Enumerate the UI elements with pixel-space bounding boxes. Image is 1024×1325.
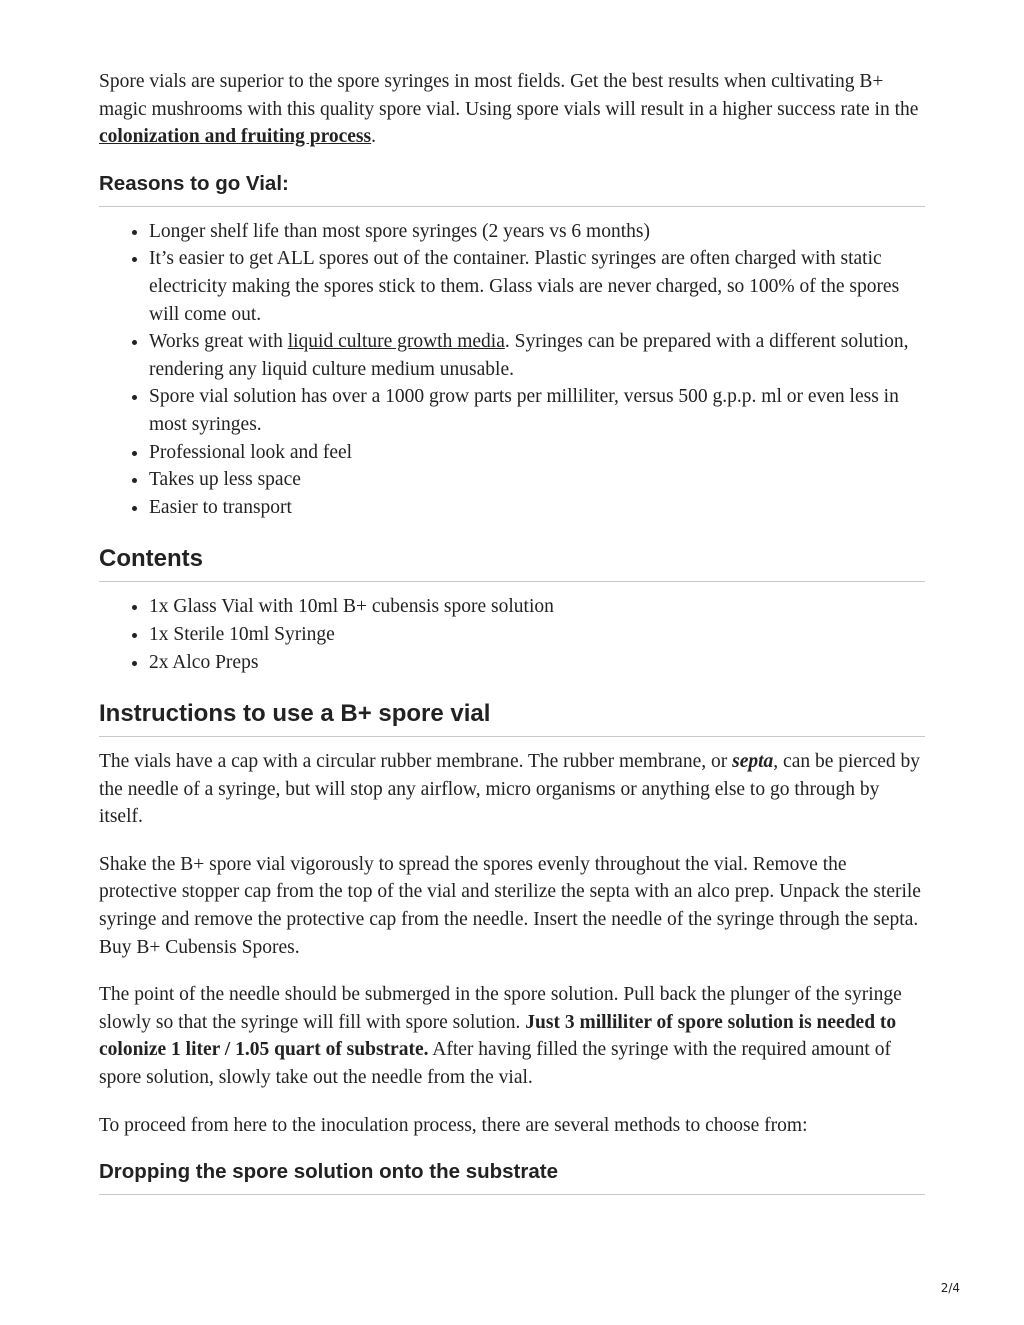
instructions-heading: Instructions to use a B+ spore vial <box>99 699 925 737</box>
instructions-paragraph-shake: Shake the B+ spore vial vigorously to spread the spores evenly throughout the vial. Remove the protective stopper cap from the top of the vial and sterilize the septa with an alco prep. Unpack the sterile syringe and remove the protective cap from the needle. Insert the needle of the syringe through the septa. Buy B+ Cubensis Spores. <box>99 853 921 958</box>
reason-item-professional: • Professional look and feel <box>149 439 925 467</box>
intro-text-before: Spore vials are superior to the spore syringes in most fields. Get the best results when cultivating B+ magic mushrooms with this quality spore vial. Using spore vials will result in a higher success rate in the <box>99 71 919 120</box>
reason-item-liquid-culture <box>149 328 925 383</box>
instructions-paragraph-needle <box>99 981 925 1091</box>
document-page <box>99 68 925 1206</box>
intro-paragraph <box>99 68 925 151</box>
instructions-p3-bold: Just 3 milliliter of spore solution is needed to colonize 1 liter / 1.05 quart of substrate. <box>99 1011 897 1061</box>
liquid-culture-link[interactable]: liquid culture growth media <box>287 331 505 353</box>
septa-emphasis: septa <box>732 751 774 773</box>
instructions-p1-after: , can be pierced by the needle of a syringe, but will stop any airflow, micro organisms or anything else to go through by itself. <box>99 751 921 828</box>
reason-item-grow-parts: • Spore vial solution has over a 1000 grow parts per milliliter, versus 500 g.p.p. ml or even less in most syringes. <box>149 383 925 438</box>
instructions-p3-after: After having filled the syringe with the required amount of spore solution, slowly take out the needle from the vial. <box>99 1039 891 1089</box>
contents-heading: Contents <box>99 544 925 582</box>
reason-item-liquid-culture-after: . Syringes can be prepared with a different solution, rendering any liquid culture medium unusable. <box>149 331 909 380</box>
reason-item-transport: • Easier to transport <box>149 494 925 522</box>
colonization-fruiting-link[interactable]: colonization and fruiting process <box>99 126 372 148</box>
contents-item-syringe: • 1x Sterile 10ml Syringe <box>149 621 925 649</box>
contents-list <box>99 593 925 676</box>
contents-item-glass-vial: • 1x Glass Vial with 10ml B+ cubensis spore solution <box>149 593 925 621</box>
instructions-p1-before: The vials have a cap with a circular rubber membrane. The rubber membrane, or <box>99 751 733 773</box>
reasons-list <box>99 218 925 522</box>
reason-item-less-space: • Takes up less space <box>149 466 925 494</box>
reasons-heading: Reasons to go Vial: <box>99 171 925 207</box>
page-number: 2/4 <box>940 1281 960 1295</box>
instructions-p3-before: The point of the needle should be submerged in the spore solution. Pull back the plunger of the syringe slowly so that the syringe will fill with spore solution. <box>99 984 902 1033</box>
instructions-paragraph-proceed: To proceed from here to the inoculation process, there are several methods to choose from: <box>99 1114 808 1136</box>
reason-item-all-spores: • It’s easier to get ALL spores out of the container. Plastic syringes are often charged with static electricity making the spores stick to them. Glass vials are never charged, so 100% of the spores will come out. <box>149 245 925 328</box>
dropping-heading: Dropping the spore solution onto the substrate <box>99 1159 925 1195</box>
intro-text-after: . <box>371 126 376 148</box>
instructions-paragraph-septa <box>99 748 925 831</box>
contents-item-alco-preps: • 2x Alco Preps <box>149 649 925 677</box>
reason-item-shelf-life: • Longer shelf life than most spore syringes (2 years vs 6 months) <box>149 218 925 246</box>
reason-item-liquid-culture-before: Works great with <box>149 331 288 353</box>
